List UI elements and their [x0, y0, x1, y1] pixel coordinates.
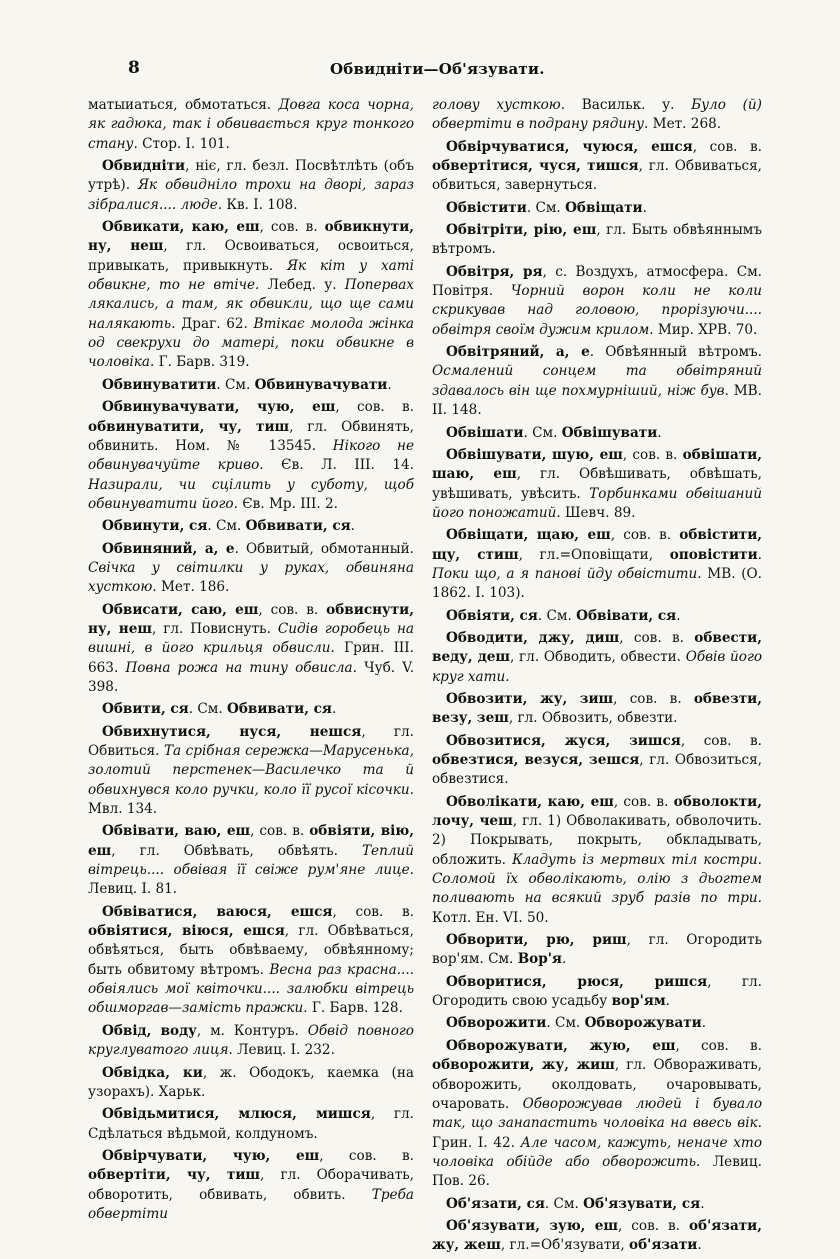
dictionary-entry	[88, 1147, 414, 1224]
headword: Обвітряний, а, е	[446, 344, 590, 361]
dictionary-entry	[88, 1064, 414, 1103]
headword: Обвити, ся	[102, 701, 189, 718]
headword: Обвивати, ся	[245, 518, 351, 535]
page-number: 8	[128, 58, 140, 78]
headword: Об'язати, ся	[446, 1195, 545, 1212]
running-title: Обвидніти—Об'язувати.	[330, 60, 545, 78]
headword: обвіятися, віюся, ешся	[88, 923, 285, 940]
entry-text: . См.	[537, 607, 577, 624]
entry-text: , сов. в.	[335, 399, 414, 416]
headword: обвертіти, чу, тиш	[88, 1167, 261, 1184]
entry-text: , гл. Оборачивать, обворотить, обвивать, обвить.	[88, 1167, 414, 1203]
dictionary-entry	[88, 822, 414, 899]
entry-text: , сов. в.	[618, 1217, 689, 1234]
headword: обвістити, щу, стиш	[432, 527, 763, 563]
headword: Обвівати, ся	[576, 607, 677, 624]
entry-text: , гл. Обвѣвать, обвѣять.	[111, 842, 362, 859]
quotation: Втікає молода жінка од свекрухи до матері, поки обвикне в чоловіка.	[88, 315, 414, 371]
entry-text: Мир. ХРВ. 70.	[653, 321, 758, 338]
quotation: Та срібная сережка—Марусенька, золотий перстенек—Василечко та й обвихнувся коло ручки, коло її русої кісочки.	[88, 743, 414, 798]
entry-text: Кв. І. 108.	[222, 196, 298, 213]
entry-text: . См.	[544, 1195, 584, 1212]
dictionary-entry	[432, 138, 762, 196]
entry-text: .	[331, 701, 337, 718]
dictionary-entry	[88, 1022, 414, 1061]
dictionary-entry	[432, 221, 762, 260]
entry-text: Г. Барв. 319.	[154, 354, 250, 371]
headword: Обвід, воду	[102, 1022, 197, 1039]
quotation: голову хусткою.	[432, 97, 566, 113]
headword: обвинуватити, чу, тиш	[88, 418, 290, 435]
dictionary-entry	[88, 218, 414, 373]
entry-text: , гл. Огородить свою усадьбу	[432, 973, 762, 1010]
entry-text: . См.	[546, 1015, 585, 1032]
entry-text: . Обвитый, обмотанный.	[234, 540, 414, 557]
headword: Обвівати, ваю, еш	[102, 823, 251, 840]
headword: Обворожити	[446, 1015, 547, 1032]
headword: оповістити	[669, 546, 758, 563]
entry-text: Г. Барв. 128.	[307, 1000, 403, 1017]
headword: обвести, веду, деш	[432, 629, 762, 666]
headword: обвертітися, чуся, тишся	[432, 158, 639, 175]
dictionary-entry	[432, 1195, 762, 1214]
headword: Обвірчуватися, чуюся, ешся	[446, 138, 693, 155]
dictionary-entry	[432, 1037, 762, 1192]
entry-text: , гл. Огородить вор'ям. См.	[432, 932, 762, 968]
entry-text: , гл. Обвозиться, обвезтися.	[432, 752, 762, 788]
entry-text: , ж. Ободокъ, каемка (на узорахъ). Харьк.	[88, 1064, 414, 1100]
headword: обвезтися, везуся, зешся	[432, 752, 640, 768]
entry-text: , гл. Повиснуть.	[151, 620, 278, 637]
headword: Обвіщати, щаю, еш	[446, 527, 611, 544]
entry-text: , гл. Обвиться.	[88, 723, 414, 759]
entry-text: Стор. І. 101.	[137, 135, 230, 152]
entry-text: , гл.=Оповіщати,	[518, 546, 670, 563]
headword: Обворитися, рюся, ришся	[446, 973, 708, 990]
quotation: Нікого не обвинувачуйте криво.	[88, 437, 414, 474]
headword: Обвіватися, ваюся, ешся	[102, 903, 333, 920]
entry-text: . См.	[526, 199, 566, 216]
entry-text: .	[757, 546, 762, 563]
headword: обвиснути, ну, неш	[88, 601, 414, 637]
entry-text: , с. Воздухъ, атмосфера. См. Повітря.	[432, 263, 762, 300]
quotation: Весна раз красна.... обвіялись мої квіточки.... залюбки вітрець обшморгав—замість пражки.	[88, 961, 415, 1017]
dictionary-entry	[432, 607, 762, 626]
quotation: Треба обвертіти	[88, 1186, 414, 1222]
headword: Обвішувати, шую, еш	[446, 446, 623, 463]
entry-text: .	[561, 951, 567, 968]
quotation: Обворожував людей і бувало так, що занапастить чоловіка на ввесь вік.	[432, 1095, 762, 1132]
headword: Об'язувати, ся	[583, 1195, 701, 1212]
headword: Обвідка, ки	[102, 1064, 203, 1081]
dictionary-entry	[432, 263, 762, 340]
dictionary-entry	[432, 343, 762, 420]
quotation: Сидів горобець на вишні, в його крильця обвисли.	[88, 620, 415, 657]
headword: Обвинувачувати	[254, 376, 388, 393]
entry-text: Левиц. І. 232.	[232, 1042, 335, 1059]
entry-text: , сов. в.	[258, 601, 327, 618]
entry-text: Мет. 186.	[156, 579, 230, 596]
quotation: Осмалений сонцем та обвітряний здавалось він ще похмурніший, ніж був.	[432, 363, 762, 399]
entry-text: . См.	[207, 518, 246, 535]
headword: Обвисати, саю, еш	[102, 601, 259, 618]
entry-text: . См.	[188, 701, 227, 718]
quotation: Чорний ворон коли не коли скрикував над головою, прорізуючи.... обвітря своїм дужим крилом.	[432, 283, 762, 338]
quotation: Обвід повного круглуватого лиця.	[88, 1022, 414, 1059]
dictionary-entry	[432, 732, 762, 790]
entry-text: , сов. в.	[259, 219, 325, 236]
quotation: Поки що, а я панові йду обвістити.	[432, 565, 702, 582]
quotation: Як обвидніло трохи на дворі, зараз зібралися.... люде.	[88, 177, 414, 213]
dictionary-entry	[432, 931, 762, 970]
dictionary-entry	[432, 424, 762, 443]
entry-text: .	[700, 1195, 705, 1212]
entry-text: Шевч. 89.	[560, 504, 636, 521]
dictionary-entry	[88, 376, 414, 395]
entry-text: , гл. Обвиваться, обвиться, завернуться.	[432, 158, 762, 194]
dictionary-entry	[88, 1105, 414, 1144]
headword: Обвиняний, а, е	[102, 540, 235, 557]
dictionary-entry	[88, 157, 414, 215]
entry-text: , гл.=Об'язувати,	[500, 1237, 630, 1254]
dictionary-entry	[432, 1014, 762, 1033]
entry-text: , сов. в.	[622, 446, 683, 463]
headword: Обвірчувати, чую, еш	[102, 1147, 320, 1164]
entry-text: , сов. в.	[610, 527, 680, 544]
entry-text: Котл. Ен. VI. 50.	[432, 909, 549, 926]
entry-text: , сов. в.	[250, 823, 310, 840]
quotation: Поперваx лякались, а там, як обвикли, що ще сами налякають.	[88, 277, 414, 332]
headword: обвикнути, ну, неш	[88, 219, 415, 255]
headword: Обвітріти, рію, еш	[446, 222, 597, 239]
entry-text: . См.	[216, 376, 255, 393]
headword: Обворити, рю, риш	[446, 932, 627, 949]
headword: Обвітря, ря	[446, 263, 543, 280]
headword: Обвинувачувати, чую, еш	[102, 399, 336, 416]
headword: обвезти, везу, зеш	[432, 690, 762, 727]
entry-text: , сов. в.	[613, 793, 674, 810]
headword: Обвозити, жу, зиш	[446, 690, 614, 707]
headword: об'язати, жу, жеш	[432, 1217, 762, 1254]
headword: Обвішувати	[561, 424, 658, 441]
quotation: Назирали, чи сцілить у суботу, щоб обвинуватити його.	[88, 476, 414, 512]
quotation: Свічка у світилки у руках, обвиняна хусткою.	[88, 559, 414, 596]
entry-text: , гл. Быть обвѣяннымъ вѣтромъ.	[432, 222, 762, 258]
entry-text: МВ. II. 148.	[432, 382, 762, 419]
entry-text: , гл. Обвораживать, обворожить, околдовать, очаровывать, очаровать.	[432, 1057, 762, 1112]
entry-text: .	[387, 376, 392, 393]
headword: обвіяти, вію, еш	[88, 823, 414, 859]
headword: Обвіяти, ся	[446, 607, 538, 624]
entry-text: МВ. (О. 1862. І. 103).	[432, 565, 762, 602]
dictionary-entry	[88, 700, 414, 719]
headword: Обворожувати, жую, еш	[446, 1037, 676, 1054]
entry-text: , гл. 1) Обволакивать, обволочить. 2) Покрывать, покрыть, обкладывать, обложить.	[432, 813, 762, 868]
headword: обволокти, лочу, чеш	[432, 793, 762, 830]
entry-text: Єв. Л. III. 14.	[263, 457, 414, 474]
headword: Об'язувати, зую, еш	[446, 1217, 619, 1234]
headword: Обвозитися, жуся, зишся	[446, 732, 681, 749]
dictionary-entry	[432, 526, 762, 603]
entry-text: Чуб. V. 398.	[88, 659, 415, 695]
entry-text: Васильк. у.	[565, 97, 692, 113]
headword: Обвішати	[446, 424, 524, 441]
entry-text: .	[642, 199, 647, 216]
dictionary-entry	[432, 690, 762, 729]
entry-text: , гл. Сдѣлаться вѣдьмой, колдуномъ.	[88, 1106, 414, 1142]
quotation: Але часом, кажуть, неначе хто чоловіка обійде або обворожить.	[432, 1134, 762, 1170]
entry-text: .	[676, 607, 681, 624]
dictionary-entry	[432, 1217, 762, 1256]
dictionary-entry	[432, 96, 762, 135]
entry-text: Лебед. у.	[259, 277, 345, 294]
entry-text: , сов. в.	[680, 732, 762, 749]
dictionary-entry	[88, 723, 414, 820]
entry-text: Левиц. Пов. 26.	[432, 1153, 762, 1190]
left-column	[88, 96, 414, 1227]
dictionary-entry	[88, 398, 414, 514]
entry-text: матыиаться, обмотаться.	[88, 97, 279, 113]
headword: Обвідьмитися, млюся, мишся	[102, 1106, 371, 1123]
quotation: Було (й) обвертіти в подрану рядину.	[432, 97, 762, 133]
quotation: Повна рожа на тину обвисла.	[125, 659, 357, 676]
dictionary-entry	[88, 517, 414, 536]
headword: Обвидніти	[102, 158, 186, 175]
headword: обвішати, шаю, еш	[432, 446, 762, 483]
entry-text: Мет. 268.	[648, 116, 722, 133]
entry-text: , сов. в.	[613, 690, 694, 707]
dictionary-entry	[432, 199, 762, 218]
quotation: Теплий вітрець.... обвівая її свіже рум'яне лице.	[88, 842, 414, 879]
entry-text: , гл. Обвѣваться, обвѣяться, быть обвѣваему, обвѣянному; быть обвитому вѣтромъ.	[88, 923, 414, 978]
entry-text: Грин. III. 663.	[88, 640, 414, 676]
entry-text: Єв. Мр. III. 2.	[237, 495, 338, 512]
headword: Обводити, джу, диш	[446, 629, 620, 646]
headword: Обвинути, ся	[102, 518, 208, 535]
entry-text: , гл. Освоиваться, освоиться, привыкать, привыкнуть.	[88, 238, 415, 274]
headword: Обвивати, ся	[227, 701, 332, 718]
entry-text: .	[657, 424, 662, 441]
entry-text: . См.	[523, 424, 562, 441]
quotation: Кладуть із мертвих тіл костри. Соломой їх обволікають, олію з дьогтем поливають на всякий зруб разів по три.	[432, 851, 762, 907]
entry-text: .	[665, 993, 670, 1010]
dictionary-entry	[88, 96, 414, 154]
entry-text: .	[350, 518, 355, 535]
headword: обворожити, жу, жиш	[432, 1057, 615, 1074]
entry-text: , ніє, гл. безл. Посвѣтлѣть (объ утрѣ).	[88, 158, 414, 194]
dictionary-entry	[88, 903, 414, 1019]
entry-text: , гл. Обвозить, обвезти.	[508, 710, 678, 727]
quotation: Довга коса чорна, як гадюка, так і обвивається круг тонкого стану.	[88, 97, 414, 152]
right-column	[432, 96, 762, 1259]
page-header	[0, 52, 840, 84]
entry-text: , гл. Обвѣшивать, обвѣшать, увѣшивать, увѣсить.	[432, 466, 762, 502]
entry-text: , сов. в.	[332, 903, 414, 920]
entry-text: , гл. Обводить, обвести.	[510, 649, 686, 666]
dictionary-entry	[432, 973, 762, 1012]
entry-text: , сов. в.	[319, 1147, 414, 1164]
headword: Обворожувати	[584, 1015, 702, 1032]
entry-text: , гл. Обвинять, обвинить. Ном. № 13545.	[88, 418, 414, 454]
dictionary-entry	[432, 793, 762, 928]
quotation: Як кіт у хаті обвикне, то не втіче.	[88, 257, 414, 294]
quotation: Обвів його круг хати.	[432, 649, 763, 685]
entry-text: . Обвѣянный вѣтромъ.	[589, 344, 762, 361]
dictionary-entry	[88, 601, 414, 698]
headword: Обвістити	[446, 199, 527, 216]
entry-text: .	[701, 1015, 707, 1032]
headword: Обвинуватити	[102, 376, 217, 393]
dictionary-entry	[432, 446, 762, 523]
dictionary-entry	[88, 540, 414, 598]
entry-text: .	[697, 1237, 702, 1254]
headword: Обволікати, каю, еш	[446, 793, 614, 810]
entry-text: , сов. в.	[675, 1037, 762, 1054]
entry-text: , сов. в.	[692, 138, 762, 155]
headword: Обвихнутися, нуся, нешся	[102, 723, 362, 740]
headword: Обвіщати	[565, 199, 643, 216]
entry-text: , сов. в.	[619, 629, 695, 646]
headword: Вор'я	[517, 951, 562, 968]
entry-text: Драг. 62.	[175, 315, 254, 332]
entry-text: Левиц. І. 81.	[88, 881, 178, 898]
quotation: Торбинками обвішаний його поножатий.	[432, 485, 762, 521]
entry-text: , м. Контуръ.	[196, 1022, 308, 1039]
headword: Обвикати, каю, еш	[102, 219, 260, 236]
dictionary-entry	[432, 629, 762, 687]
entry-text: Грин. І. 42.	[432, 1134, 521, 1151]
headword: об'язати	[629, 1237, 698, 1254]
headword: вор'ям	[611, 993, 666, 1010]
entry-text: Мвл. 134.	[88, 801, 158, 818]
